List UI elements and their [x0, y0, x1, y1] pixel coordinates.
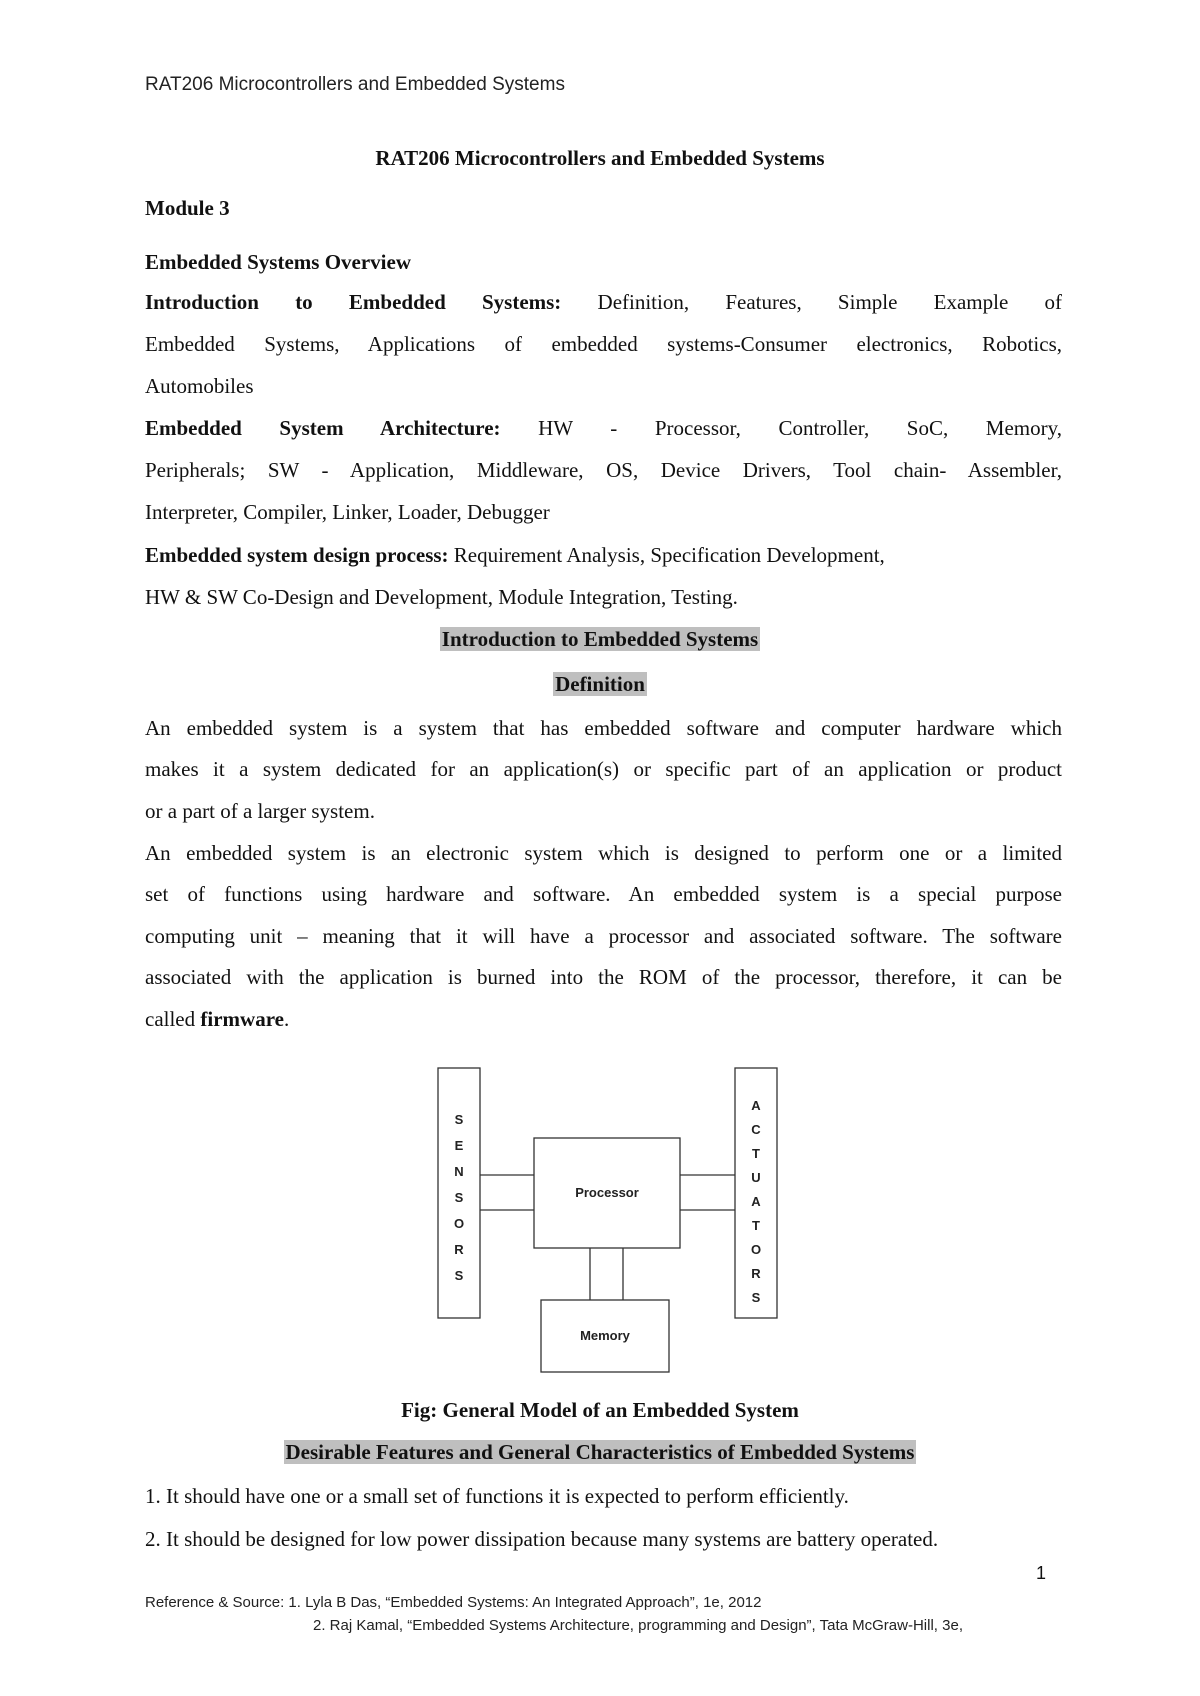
module-label: Module 3 — [145, 196, 230, 220]
sensors-letter: R — [454, 1242, 464, 1257]
section-heading-definition: Definition — [555, 672, 645, 696]
syllabus-intro-line1: Introduction to Embedded Systems: Definition, Features, Simple Example of — [145, 290, 1062, 314]
running-header: RAT206 Microcontrollers and Embedded Systems — [145, 74, 565, 95]
section-heading-intro: Introduction to Embedded Systems — [441, 627, 759, 651]
figure-caption: Fig: General Model of an Embedded System — [401, 1398, 799, 1422]
actuators-letter: A — [751, 1098, 761, 1113]
syllabus-intro-line2: Embedded Systems, Applications of embedded systems-Consumer electronics, Robotics, — [145, 332, 1062, 356]
actuators-letter: T — [752, 1218, 760, 1233]
para1-line2: makes it a system dedicated for an application(s) or specific part of an application or product — [145, 757, 1062, 781]
para2-line2: set of functions using hardware and software. An embedded system is a special purpose — [145, 882, 1062, 906]
actuators-letter: U — [751, 1170, 761, 1185]
overview-heading: Embedded Systems Overview — [145, 250, 411, 274]
sensors-letter: O — [453, 1216, 465, 1231]
syllabus-arch-line1: Embedded System Architecture: HW - Processor, Controller, SoC, Memory, — [145, 416, 1062, 440]
actuators-letter: R — [751, 1266, 761, 1281]
syllabus-intro-label: Introduction to Embedded Systems: — [145, 290, 562, 314]
para2-line5: called firmware. — [145, 1007, 290, 1031]
syllabus-arch-line3: Interpreter, Compiler, Linker, Loader, Debugger — [145, 500, 550, 524]
footer-reference-line2: 2. Raj Kamal, “Embedded Systems Architecture, programming and Design”, Tata McGraw-Hill, 3e, — [313, 1617, 963, 1634]
footer-reference-line1: Reference & Source: 1. Lyla B Das, “Embedded Systems: An Integrated Approach”, 1e, 2012 — [145, 1594, 762, 1611]
para2-line3: computing unit – meaning that it will have a processor and associated software. The software — [145, 924, 1062, 948]
actuators-letter: O — [750, 1242, 762, 1257]
syllabus-arch-label: Embedded System Architecture: — [145, 416, 501, 440]
syllabus-design-label: Embedded system design process: — [145, 543, 449, 567]
syllabus-design-line1: Embedded system design process: Requirement Analysis, Specification Development, — [145, 543, 885, 567]
firmware-term: firmware — [200, 1007, 284, 1031]
syllabus-arch-line2: Peripherals; SW - Application, Middleware, OS, Device Drivers, Tool chain- Assembler, — [145, 458, 1062, 482]
actuators-letter: S — [751, 1290, 761, 1305]
memory-label: Memory — [580, 1328, 630, 1343]
para1-line1: An embedded system is a system that has embedded software and computer hardware which — [145, 716, 1062, 740]
sensors-letter: N — [454, 1164, 464, 1179]
sensors-letter: S — [454, 1112, 464, 1127]
embedded-system-diagram — [430, 1060, 790, 1380]
syllabus-intro-line3: Automobiles — [145, 374, 254, 398]
sensors-letter: E — [454, 1138, 464, 1153]
sensors-letter: S — [454, 1268, 464, 1283]
processor-label: Processor — [575, 1185, 639, 1200]
actuators-letter: T — [752, 1146, 760, 1161]
sensors-letter: S — [454, 1190, 464, 1205]
para2-line1: An embedded system is an electronic system which is designed to perform one or a limited — [145, 841, 1062, 865]
section-heading-features: Desirable Features and General Characteristics of Embedded Systems — [285, 1440, 915, 1464]
feature-item-1: 1. It should have one or a small set of functions it is expected to perform efficiently. — [145, 1484, 849, 1508]
para2-line4: associated with the application is burned into the ROM of the processor, therefore, it can be — [145, 965, 1062, 989]
actuators-letter: C — [751, 1122, 761, 1137]
actuators-letter: A — [751, 1194, 761, 1209]
syllabus-design-line2: HW & SW Co-Design and Development, Module Integration, Testing. — [145, 585, 738, 609]
page-number: 1 — [1036, 1563, 1047, 1583]
document-title: RAT206 Microcontrollers and Embedded Systems — [375, 146, 825, 170]
feature-item-2: 2. It should be designed for low power dissipation because many systems are battery operated. — [145, 1527, 939, 1551]
para1-line3: or a part of a larger system. — [145, 799, 375, 823]
